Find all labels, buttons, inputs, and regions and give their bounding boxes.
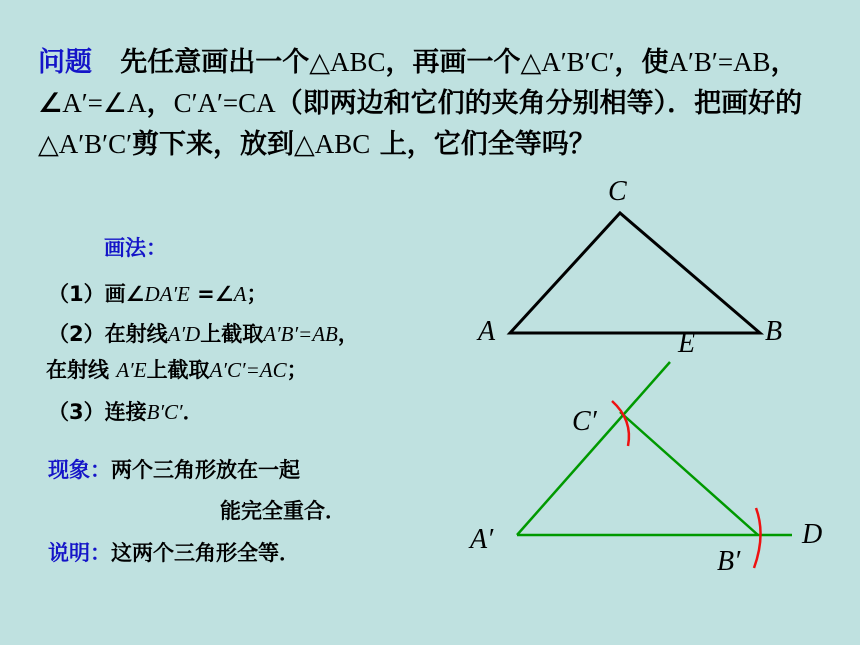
step-2-end: ， xyxy=(337,322,359,346)
step-1-angle: DA′E xyxy=(144,282,190,306)
step-2b-eq-ac: A′C′=AC xyxy=(209,358,287,382)
label-e: E xyxy=(678,328,696,359)
method-title: 画法： xyxy=(104,236,167,260)
label-a: A xyxy=(478,316,496,347)
step-3-segment: B′C′ xyxy=(146,400,183,424)
observation-text-2: 能完全重合． xyxy=(220,499,346,523)
segment-bc xyxy=(620,412,758,535)
label-c: C xyxy=(608,176,627,207)
label-c-prime: C′ xyxy=(572,406,597,437)
step-2b-mid: 上截取 xyxy=(146,358,210,382)
triangle-abcp-1: A′B′C′ xyxy=(541,47,615,77)
triangle-abcp-2: A′B′C′ xyxy=(58,129,133,159)
explanation-keyword: 说明： xyxy=(48,541,111,565)
label-a-prime: A′ xyxy=(470,524,494,555)
step-2-ray-ad: A′D xyxy=(167,322,201,346)
triangle-abc xyxy=(510,213,760,333)
step-2b-end: ； xyxy=(286,358,308,382)
problem-text-6: （即两边和它们的夹角分别相等）．把画好的△ xyxy=(38,88,803,160)
label-b-prime: B′ xyxy=(717,546,741,577)
problem-text-4: ，∠ xyxy=(38,47,798,119)
label-b: B xyxy=(765,316,783,347)
observation-keyword: 现象： xyxy=(48,458,111,482)
problem-text-8: 上，它们全等吗？ xyxy=(370,129,596,160)
step-1-end: ； xyxy=(246,282,268,306)
problem-text-1: 先任意画出一个△ xyxy=(120,47,330,78)
problem-keyword: 问题 xyxy=(38,47,92,78)
condition-side-ab: A′B′=AB xyxy=(668,47,771,77)
step-3-end: ． xyxy=(182,400,204,424)
step-2b-prefix: 在射线 xyxy=(46,358,117,382)
label-d: D xyxy=(802,519,823,550)
step-1-a: A xyxy=(233,282,247,306)
triangle-abc-2: ABC xyxy=(314,129,371,159)
problem-text-5: ， xyxy=(146,88,174,119)
step-2b-ray-ae: A′E xyxy=(116,358,147,382)
step-2-eq-ab: A′B′=AB xyxy=(263,322,338,346)
problem-text-3: ，使 xyxy=(614,47,669,78)
condition-angle-a: A′=∠A xyxy=(62,88,147,118)
condition-side-ca: C′A′=CA xyxy=(173,88,276,118)
step-1-mid: =∠ xyxy=(189,282,234,306)
step-2-mid: 上截取 xyxy=(200,322,264,346)
observation-text-1: 两个三角形放在一起 xyxy=(111,458,300,482)
triangle-abc-1: ABC xyxy=(329,47,386,77)
step-3-prefix: （3）连接 xyxy=(48,400,147,424)
problem-text-7: 剪下来，放到△ xyxy=(132,129,315,160)
ray-ae xyxy=(517,362,670,535)
step-1-prefix: （1）画∠ xyxy=(48,282,145,306)
step-2-prefix: （2）在射线 xyxy=(48,322,168,346)
explanation-text: 这两个三角形全等． xyxy=(111,541,300,565)
problem-text-2: ，再画一个△ xyxy=(385,47,542,78)
arc-at-b xyxy=(754,508,761,568)
